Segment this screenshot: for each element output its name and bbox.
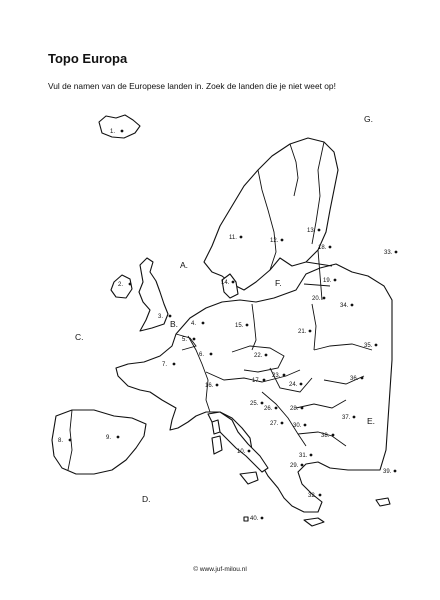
country-marker-dot xyxy=(323,297,326,300)
country-marker-dot xyxy=(283,374,286,377)
country-marker-dot xyxy=(329,246,332,249)
country-number-label: 22. xyxy=(254,353,263,359)
country-number-label: 18. xyxy=(318,245,327,251)
sardinia-shape xyxy=(212,436,222,454)
country-number-label: 26. xyxy=(264,406,273,412)
malta-shape xyxy=(244,517,248,521)
country-marker-dot xyxy=(361,377,364,380)
country-marker-dot xyxy=(395,251,398,254)
country-number-label: 8. xyxy=(58,438,64,444)
country-number-label: 35. xyxy=(364,343,373,349)
country-marker-dot xyxy=(265,354,268,357)
country-number-label: 29. xyxy=(290,463,299,469)
country-marker-dot xyxy=(281,422,284,425)
country-number-label: 4. xyxy=(191,321,197,327)
country-marker-dot xyxy=(334,279,337,282)
sicily-shape xyxy=(240,472,258,484)
country-number-label: 3. xyxy=(158,314,164,320)
country-marker-dot xyxy=(202,322,205,325)
country-marker-dot xyxy=(117,436,120,439)
sea-letter-label: E. xyxy=(367,416,376,426)
country-marker-dot xyxy=(193,338,196,341)
country-number-label: 13. xyxy=(307,228,316,234)
country-marker-dot xyxy=(69,439,72,442)
great-britain-shape xyxy=(139,258,168,331)
country-marker-dot xyxy=(351,304,354,307)
country-number-label: 39. xyxy=(383,469,392,475)
country-marker-dot xyxy=(248,450,251,453)
crete-shape xyxy=(304,518,324,526)
country-marker-dot xyxy=(319,494,322,497)
country-marker-dot xyxy=(353,416,356,419)
country-number-label: 33. xyxy=(384,250,393,256)
country-number-label: 19. xyxy=(323,278,332,284)
iceland-shape xyxy=(99,115,140,138)
country-number-label: 1. xyxy=(110,129,116,135)
instruction-text: Vul de namen van de Europese landen in. Zoek de landen die je niet weet op! xyxy=(48,81,336,91)
country-marker-dot xyxy=(310,454,313,457)
country-number-label: 17. xyxy=(252,378,261,384)
country-marker-dot xyxy=(301,407,304,410)
country-number-label: 16. xyxy=(205,383,214,389)
country-marker-dot xyxy=(375,344,378,347)
country-number-label: 32. xyxy=(308,493,317,499)
country-number-label: 23. xyxy=(272,373,281,379)
country-number-label: 10. xyxy=(237,449,246,455)
country-marker-dot xyxy=(216,384,219,387)
country-marker-dot xyxy=(304,424,307,427)
map-landmasses xyxy=(52,115,392,526)
country-marker-dot xyxy=(173,363,176,366)
country-marker-dot xyxy=(301,464,304,467)
country-number-label: 28. xyxy=(290,406,299,412)
country-number-label: 36. xyxy=(350,376,359,382)
country-marker-dot xyxy=(261,517,264,520)
country-number-label: 25. xyxy=(250,401,259,407)
country-number-label: 37. xyxy=(342,415,351,421)
country-marker-dot xyxy=(232,281,235,284)
iberia-shape xyxy=(52,410,146,474)
country-number-label: 21. xyxy=(298,329,307,335)
country-marker-dot xyxy=(275,407,278,410)
sea-letter-label: A. xyxy=(180,260,189,270)
country-marker-dot xyxy=(261,402,264,405)
country-number-label: 40. xyxy=(250,516,259,522)
sea-letter-label: F. xyxy=(275,278,282,288)
country-marker-dot xyxy=(121,130,124,133)
country-marker-dot xyxy=(394,470,397,473)
country-number-label: 14. xyxy=(221,280,230,286)
country-number-label: 9. xyxy=(106,435,112,441)
sea-letter-label: C. xyxy=(75,332,84,342)
country-marker-dot xyxy=(309,330,312,333)
country-marker-dot xyxy=(332,434,335,437)
country-number-label: 24. xyxy=(289,382,298,388)
country-number-label: 5. xyxy=(182,337,188,343)
country-number-label: 11. xyxy=(229,235,237,241)
country-number-label: 30. xyxy=(293,423,302,429)
country-number-label: 2. xyxy=(118,282,124,288)
country-marker-dot xyxy=(246,324,249,327)
sea-letter-label: D. xyxy=(142,494,151,504)
footer-copyright: © www.juf-milou.nl xyxy=(193,566,247,573)
sea-letter-label: B. xyxy=(170,319,179,329)
country-number-label: 38. xyxy=(321,433,330,439)
country-marker-dot xyxy=(210,353,213,356)
country-number-label: 20. xyxy=(312,296,321,302)
corsica-shape xyxy=(212,420,220,434)
country-number-label: 7. xyxy=(162,362,168,368)
country-number-label: 31. xyxy=(299,453,308,459)
country-number-label: 27. xyxy=(270,421,279,427)
country-marker-dot xyxy=(240,236,243,239)
country-marker-dot xyxy=(318,229,321,232)
country-marker-dot xyxy=(129,283,132,286)
country-number-label: 15. xyxy=(235,323,244,329)
country-marker-dot xyxy=(300,383,303,386)
country-number-label: 12. xyxy=(270,238,279,244)
country-number-label: 6. xyxy=(199,352,205,358)
cyprus-shape xyxy=(376,498,390,506)
country-marker-dot xyxy=(281,239,284,242)
country-marker-dot xyxy=(169,315,172,318)
country-marker-dot xyxy=(263,379,266,382)
sea-letter-label: G. xyxy=(364,114,373,124)
country-number-label: 34. xyxy=(340,303,349,309)
page-title: Topo Europa xyxy=(48,51,128,66)
